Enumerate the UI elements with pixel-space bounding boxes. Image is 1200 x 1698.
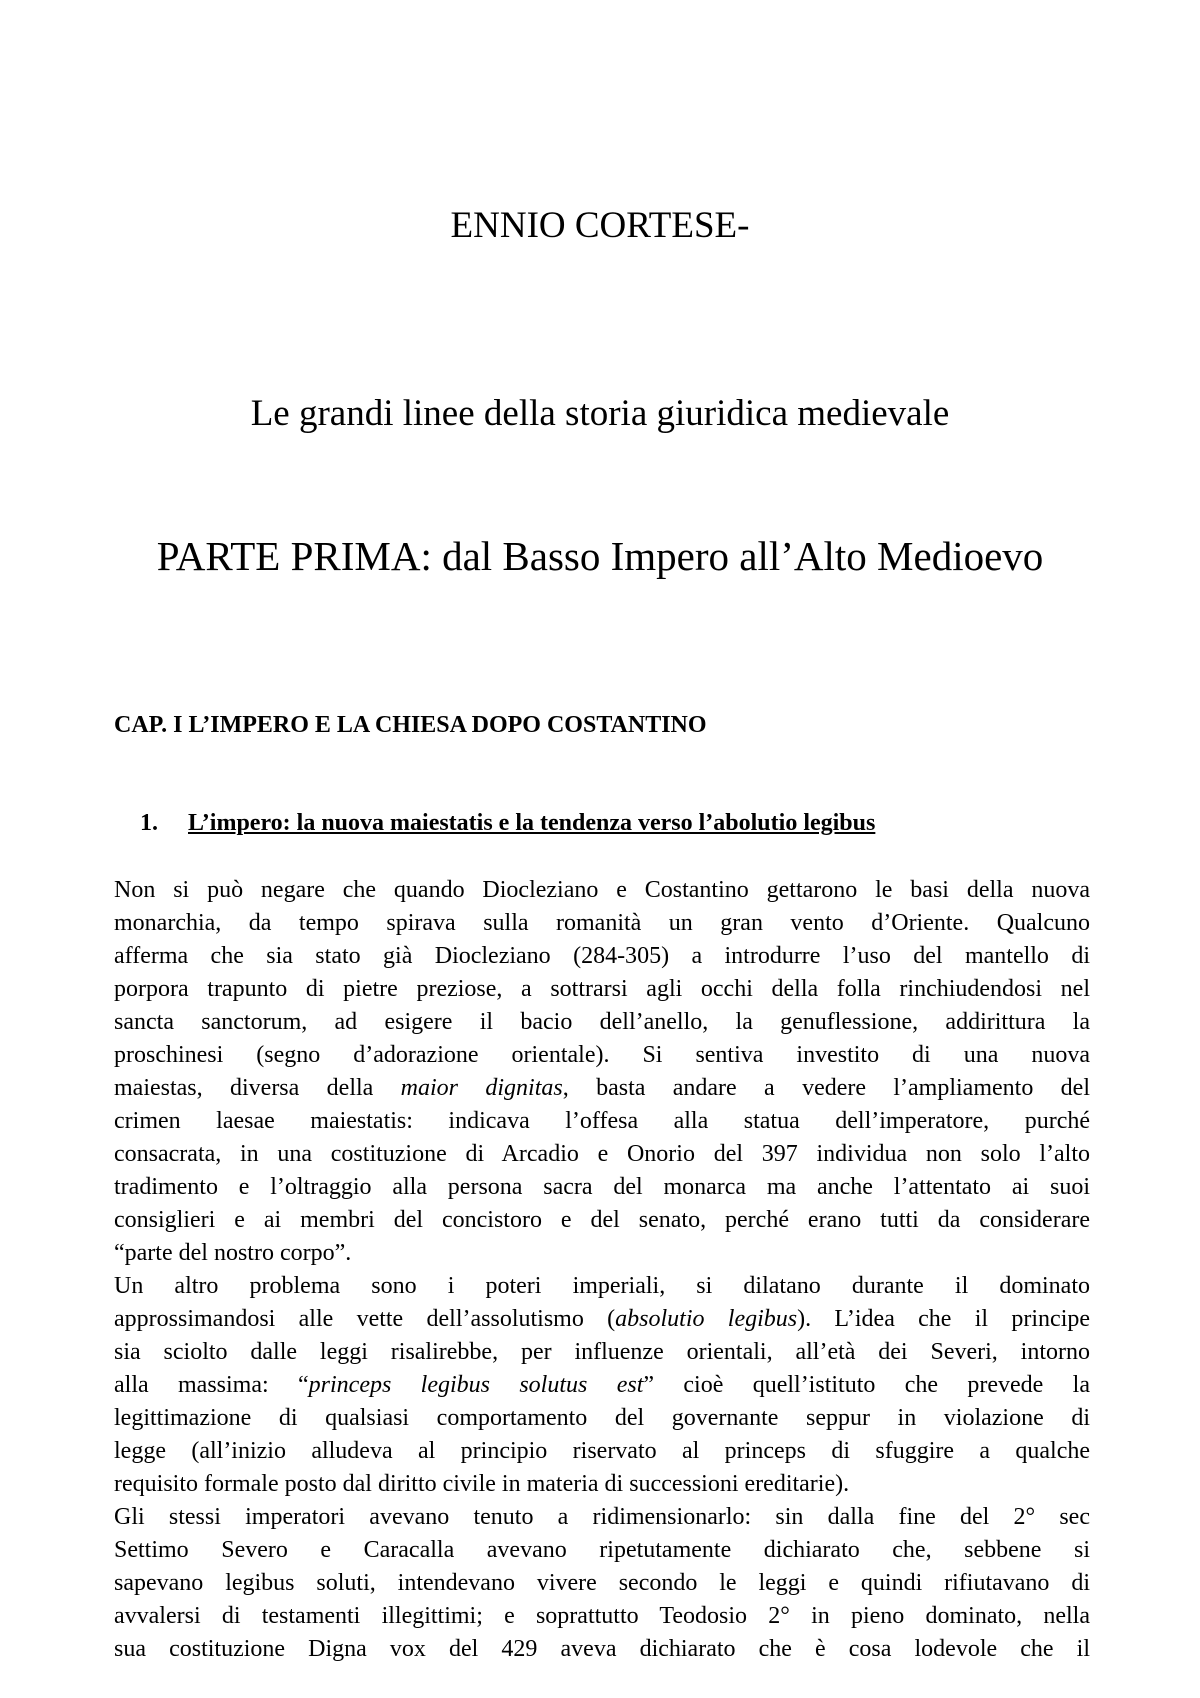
text-line <box>114 1270 1090 1303</box>
italic-phrase: princeps legibus solutus est <box>308 1372 644 1398</box>
text-segment: avvalersi di testamenti illegittimi; e soprattutto Teodosio 2° in pieno dominato, nella <box>114 1603 1090 1629</box>
text-segment: legittimazione di qualsiasi comportamento del governante seppur in violazione di <box>114 1405 1090 1431</box>
text-segment: legge (all’inizio alludeva al principio riservato al princeps di sfuggire a qualche <box>114 1438 1090 1464</box>
text-segment: sua costituzione Digna vox del 429 aveva dichiarato che è cosa lodevole che il <box>114 1636 1090 1662</box>
text-segment: sapevano legibus soluti, intendevano vivere secondo le leggi e quindi rifiutavano di <box>114 1570 1090 1596</box>
text-segment: sancta sanctorum, ad esigere il bacio dell’anello, la genuflessione, addirittura la <box>114 1009 1090 1035</box>
text-segment: Un altro problema sono i poteri imperiali, si dilatano durante il dominato <box>114 1273 1090 1299</box>
text-line <box>114 874 1090 907</box>
italic-phrase: absolutio legibus <box>615 1306 798 1332</box>
text-line <box>114 1171 1090 1204</box>
text-segment: crimen laesae maiestatis: indicava l’offesa alla statua dell’imperatore, purché <box>114 1108 1090 1134</box>
text-line <box>114 1468 1090 1501</box>
text-segment: porpora trapunto di pietre preziose, a sottrarsi agli occhi della folla rinchiudendosi nel <box>114 976 1090 1002</box>
part-title: PARTE PRIMA: dal Basso Impero all’Alto Medioevo <box>156 533 1044 579</box>
text-line <box>114 1138 1090 1171</box>
section-number: 1. <box>140 810 158 836</box>
text-segment: proschinesi (segno d’adorazione orientale). Si sentiva investito di una nuova <box>114 1042 1090 1068</box>
book-title: Le grandi linee della storia giuridica medievale <box>250 393 950 434</box>
body-text <box>114 874 1090 1666</box>
text-line <box>114 1369 1090 1402</box>
text-line <box>114 1633 1090 1666</box>
text-line <box>114 1303 1090 1336</box>
text-segment: afferma che sia stato già Diocleziano (284-305) a introdurre l’uso del mantello di <box>114 943 1090 969</box>
text-segment: tradimento e l’oltraggio alla persona sacra del monarca ma anche l’attentato ai suoi <box>114 1174 1090 1200</box>
text-line <box>114 1567 1090 1600</box>
text-segment: consacrata, in una costituzione di Arcadio e Onorio del 397 individua non solo l’alto <box>114 1141 1090 1167</box>
text-segment: ” cioè quell’istituto che prevede la <box>643 1372 1090 1398</box>
italic-phrase: maior dignitas <box>400 1075 563 1101</box>
text-line <box>114 1105 1090 1138</box>
text-segment: Non si può negare che quando Diocleziano e Costantino gettarono le basi della nuova <box>114 877 1090 903</box>
text-line <box>114 1534 1090 1567</box>
text-line <box>114 940 1090 973</box>
text-line <box>114 1237 1090 1270</box>
text-line <box>114 1204 1090 1237</box>
text-line <box>114 1039 1090 1072</box>
text-segment: approssimandosi alle vette dell’assolutismo ( <box>114 1306 616 1332</box>
chapter-title: CAP. I L’IMPERO E LA CHIESA DOPO COSTANTINO <box>114 712 707 738</box>
text-segment: requisito formale posto dal diritto civile in materia di successioni ereditarie). <box>114 1471 850 1497</box>
text-segment: sia sciolto dalle leggi risalirebbe, per influenze orientali, all’età dei Severi, intorno <box>114 1339 1090 1365</box>
text-segment: , basta andare a vedere l’ampliamento del <box>562 1075 1090 1101</box>
section-title: L’impero: la nuova maiestatis e la tendenza verso l’abolutio legibus <box>188 810 876 836</box>
text-line <box>114 1006 1090 1039</box>
text-segment: monarchia, da tempo spirava sulla romanità un gran vento d’Oriente. Qualcuno <box>114 910 1090 936</box>
text-line <box>114 1501 1090 1534</box>
text-segment: alla massima: “ <box>114 1372 309 1398</box>
text-line <box>114 1072 1090 1105</box>
author-name: ENNIO CORTESE- <box>450 205 750 246</box>
section-heading <box>140 808 875 838</box>
text-segment: “parte del nostro corpo”. <box>114 1240 352 1266</box>
text-line <box>114 907 1090 940</box>
text-line <box>114 1600 1090 1633</box>
text-line <box>114 1435 1090 1468</box>
text-line <box>114 1336 1090 1369</box>
text-segment: maiestas, diversa della <box>114 1075 401 1101</box>
text-segment: ). L’idea che il principe <box>797 1306 1090 1332</box>
text-line <box>114 973 1090 1006</box>
text-segment: Settimo Severo e Caracalla avevano ripetutamente dichiarato che, sebbene si <box>114 1537 1090 1563</box>
text-segment: Gli stessi imperatori avevano tenuto a ridimensionarlo: sin dalla fine del 2° sec <box>114 1504 1090 1530</box>
text-line <box>114 1402 1090 1435</box>
text-segment: consiglieri e ai membri del concistoro e del senato, perché erano tutti da considerare <box>114 1207 1090 1233</box>
